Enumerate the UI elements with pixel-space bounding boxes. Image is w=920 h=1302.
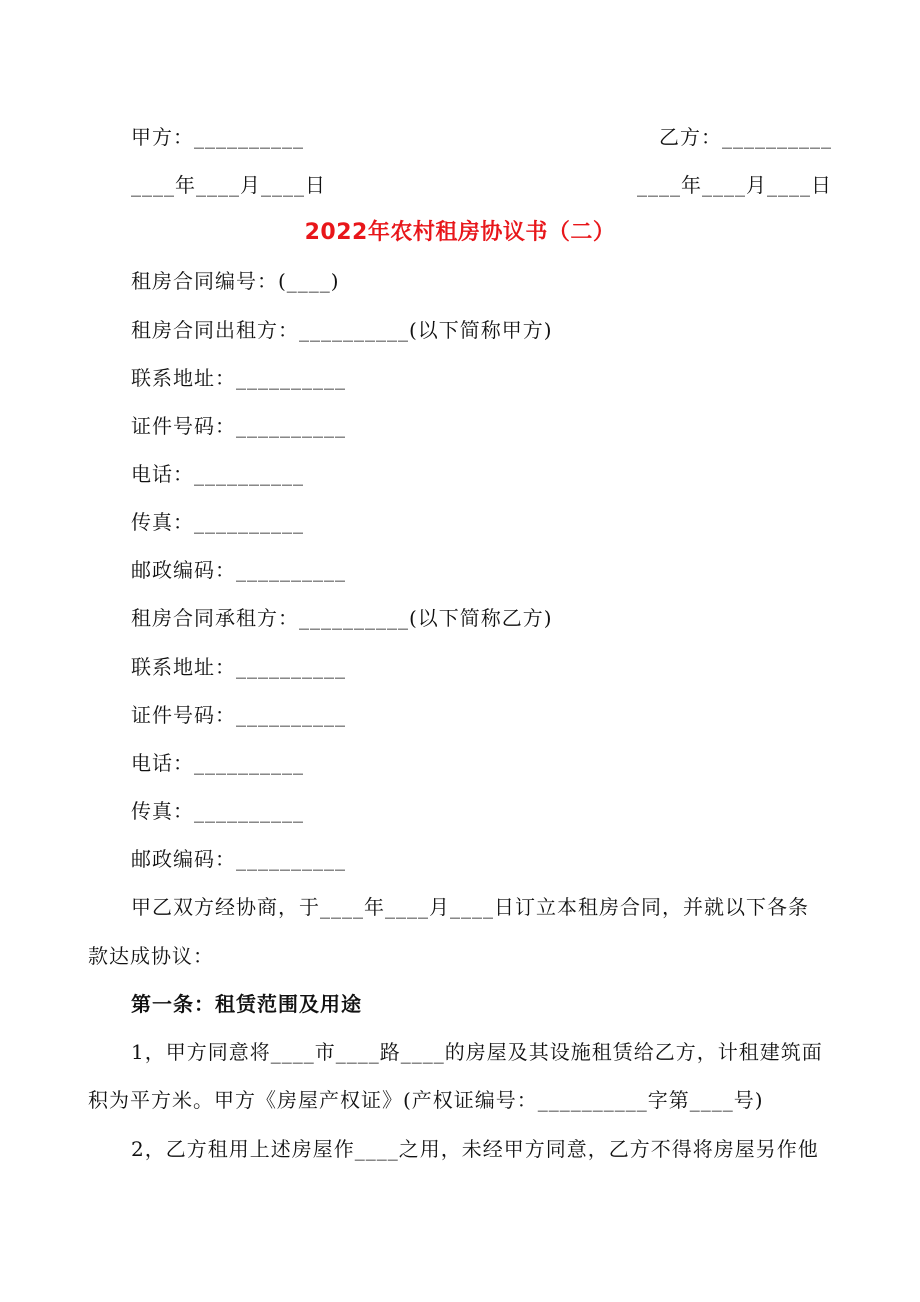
intro-line-2: 款达成协议： bbox=[88, 944, 214, 968]
document-title: 2022年农村租房协议书（二） bbox=[304, 220, 616, 245]
lessor-address: 联系地址：__________ bbox=[131, 366, 346, 390]
lessee-fax: 传真：__________ bbox=[131, 799, 304, 823]
lessee-phone: 电话：__________ bbox=[131, 751, 304, 775]
lessee-id-number: 证件号码：__________ bbox=[131, 703, 346, 727]
lessor-postcode: 邮政编码：__________ bbox=[131, 558, 346, 582]
contract-number: 租房合同编号：(____) bbox=[131, 269, 340, 293]
article-1-heading: 第一条：租赁范围及用途 bbox=[131, 992, 362, 1016]
party-a-signature: 甲方：__________ bbox=[131, 125, 304, 149]
lessor-id-number: 证件号码：__________ bbox=[131, 414, 346, 438]
lessor-phone: 电话：__________ bbox=[131, 462, 304, 486]
intro-line-1: 甲乙双方经协商，于____年____月____日订立本租房合同，并就以下各条 bbox=[131, 895, 809, 919]
lessee-postcode: 邮政编码：__________ bbox=[131, 847, 346, 871]
lessor-name: 租房合同出租方：__________(以下简称甲方) bbox=[131, 318, 553, 342]
party-b-date: ____年____月____日 bbox=[637, 173, 832, 197]
lessee-name: 租房合同承租方：__________(以下简称乙方) bbox=[131, 606, 553, 630]
lessee-address: 联系地址：__________ bbox=[131, 655, 346, 679]
lessor-fax: 传真：__________ bbox=[131, 510, 304, 534]
party-b-signature: 乙方：__________ bbox=[659, 125, 832, 149]
party-a-date: ____年____月____日 bbox=[131, 173, 326, 197]
article-1-clause-2-line-1: 2，乙方租用上述房屋作____之用，未经甲方同意，乙方不得将房屋另作他 bbox=[131, 1137, 819, 1161]
article-1-clause-1-line-2: 积为平方米。甲方《房屋产权证》(产权证编号：__________字第____号) bbox=[88, 1088, 764, 1112]
article-1-clause-1-line-1: 1，甲方同意将____市____路____的房屋及其设施租赁给乙方，计租建筑面 bbox=[131, 1040, 823, 1064]
